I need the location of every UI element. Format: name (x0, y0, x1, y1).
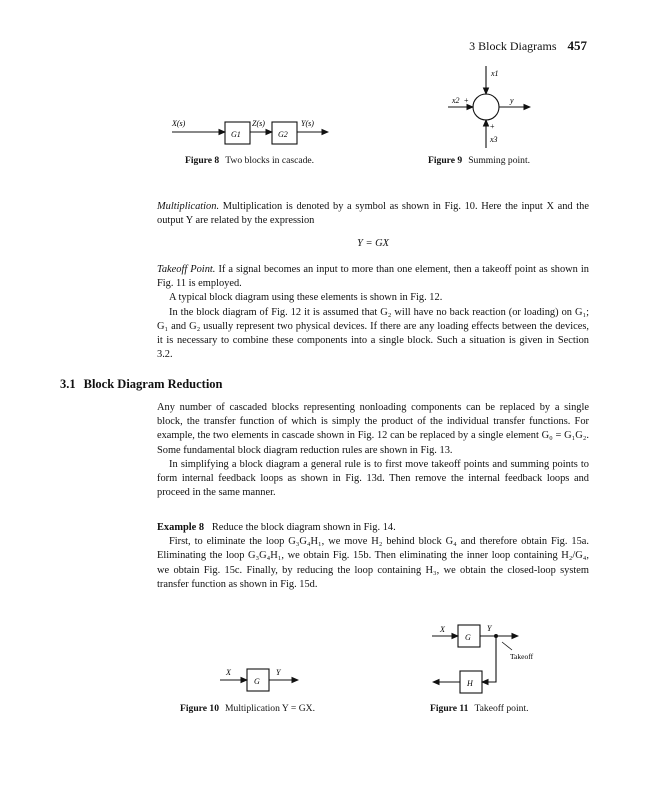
section-title: Block Diagram Reduction (83, 377, 223, 391)
fig9-bottom-label: x3 (490, 135, 498, 144)
fig11-caption-text: Takeoff point. (474, 703, 529, 714)
figure-8-caption (185, 155, 314, 166)
fig9-left-sign: + (464, 96, 469, 105)
section-heading (60, 377, 223, 392)
fig9-caption-label: Figure 9 (428, 155, 463, 166)
multiplication-text: Multiplication is denoted by a symbol as shown in Fig. 10. Here the input X and the output Y are related by the expression (157, 201, 589, 227)
fig9-right-label: y (510, 96, 514, 105)
fig11-block-bottom-label: H (467, 679, 473, 688)
fig8-mid-label: Z(s) (252, 119, 265, 128)
running-title: 3 Block Diagrams (469, 39, 557, 53)
takeoff-text: If a signal becomes an input to more than one element, then a takeoff point as shown in Fig. 11 is employed. (157, 264, 589, 290)
figure-9-caption (428, 155, 530, 166)
running-header (469, 38, 587, 54)
fig9-left-label: x2 (452, 96, 460, 105)
fig8-caption-label: Figure 8 (185, 155, 220, 166)
multiplication-lead: Multiplication. (157, 201, 220, 212)
example-label: Example 8 (157, 522, 205, 533)
figure-10-caption (180, 703, 315, 714)
fig11-takeoff-pointer (502, 642, 512, 650)
figure-8-diagram (170, 110, 330, 150)
takeoff-lead: Takeoff Point. (157, 264, 216, 275)
fig9-top-label: x1 (491, 69, 499, 78)
fig9-bottom-sign: + (490, 122, 495, 131)
fig10-caption-text: Multiplication Y = GX. (225, 703, 315, 714)
fig9-summing-circle (473, 94, 499, 120)
figure-11-caption (430, 703, 529, 714)
fig10-input-label: X (226, 668, 231, 677)
section-number: 3.1 (60, 377, 76, 391)
fig8-output-label: Y(s) (301, 119, 314, 128)
equation-y-gx: Y = GX (357, 238, 389, 249)
fig8-block2-label: G2 (278, 130, 288, 139)
fig11-input-label: X (440, 625, 445, 634)
figure-11-diagram (430, 620, 560, 696)
fig8-block1-label: G1 (231, 130, 241, 139)
fig11-block-top-label: G (465, 633, 471, 642)
fig11-output-label: Y (487, 624, 492, 633)
page-number: 457 (567, 38, 587, 53)
example-8 (157, 521, 589, 592)
fig11-feedback-line (482, 636, 496, 682)
example-solution: First, to eliminate the loop G₃G₄H₁, we move H₂ behind block G₄ and therefore obtain Fig. 15a. Eliminating the loop G₃G₄H₁, we obtain Fig. 15b. Then eliminating the inner loop containing H₂/G₄, we obtain Fig. 15c. Finally, by reducing the loop containing H₃, we obtain the closed-loop system transfer function as shown in Fig. 15d. (157, 536, 589, 590)
fig11-caption-label: Figure 11 (430, 703, 469, 714)
example-statement: Reduce the block diagram shown in Fig. 14. (211, 522, 396, 533)
multiplication-paragraph (157, 200, 589, 228)
fig10-caption-label: Figure 10 (180, 703, 219, 714)
fig10-output-label: Y (276, 668, 281, 677)
fig11-takeoff-label: Takeoff (510, 652, 534, 661)
reduction-paragraph-1: Any number of cascaded blocks representing nonloading components can be replaced by a single block, the transfer function of which is simply the product of the individual transfer functions. For example, the two elements in cascade shown in Fig. 12 can be replaced by a single element G₀ = G₁G₂. Some fundamental block diagram reduction rules are shown in Fig. 13. (157, 402, 589, 456)
fig8-caption-text: Two blocks in cascade. (225, 155, 315, 166)
reduction-paragraph-2: In simplifying a block diagram a general rule is to first move takeoff points and summing points to form internal feedback loops as shown in Fig. 13d. Then remove the internal feedback loops and proceed in the same manner. (157, 458, 589, 499)
fig9-caption-text: Summing point. (468, 155, 531, 166)
figure-9-diagram (440, 60, 540, 154)
fig8-input-label: X(s) (172, 119, 186, 128)
typical-paragraph: A typical block diagram using these elements is shown in Fig. 12. (169, 292, 443, 304)
loading-paragraph: In the block diagram of Fig. 12 it is assumed that G₂ will have no back reaction (or loading) on G₁; G₁ and G₂ usually represent two physical devices. If there are any loading effects between the devices, it is necessary to combine these components into a single block. Such a situation is given in Section 3.2. (157, 306, 589, 361)
figure-10-diagram (218, 662, 302, 696)
reduction-paragraphs (157, 401, 589, 500)
fig10-block-label: G (254, 677, 260, 686)
takeoff-paragraphs (157, 263, 589, 362)
